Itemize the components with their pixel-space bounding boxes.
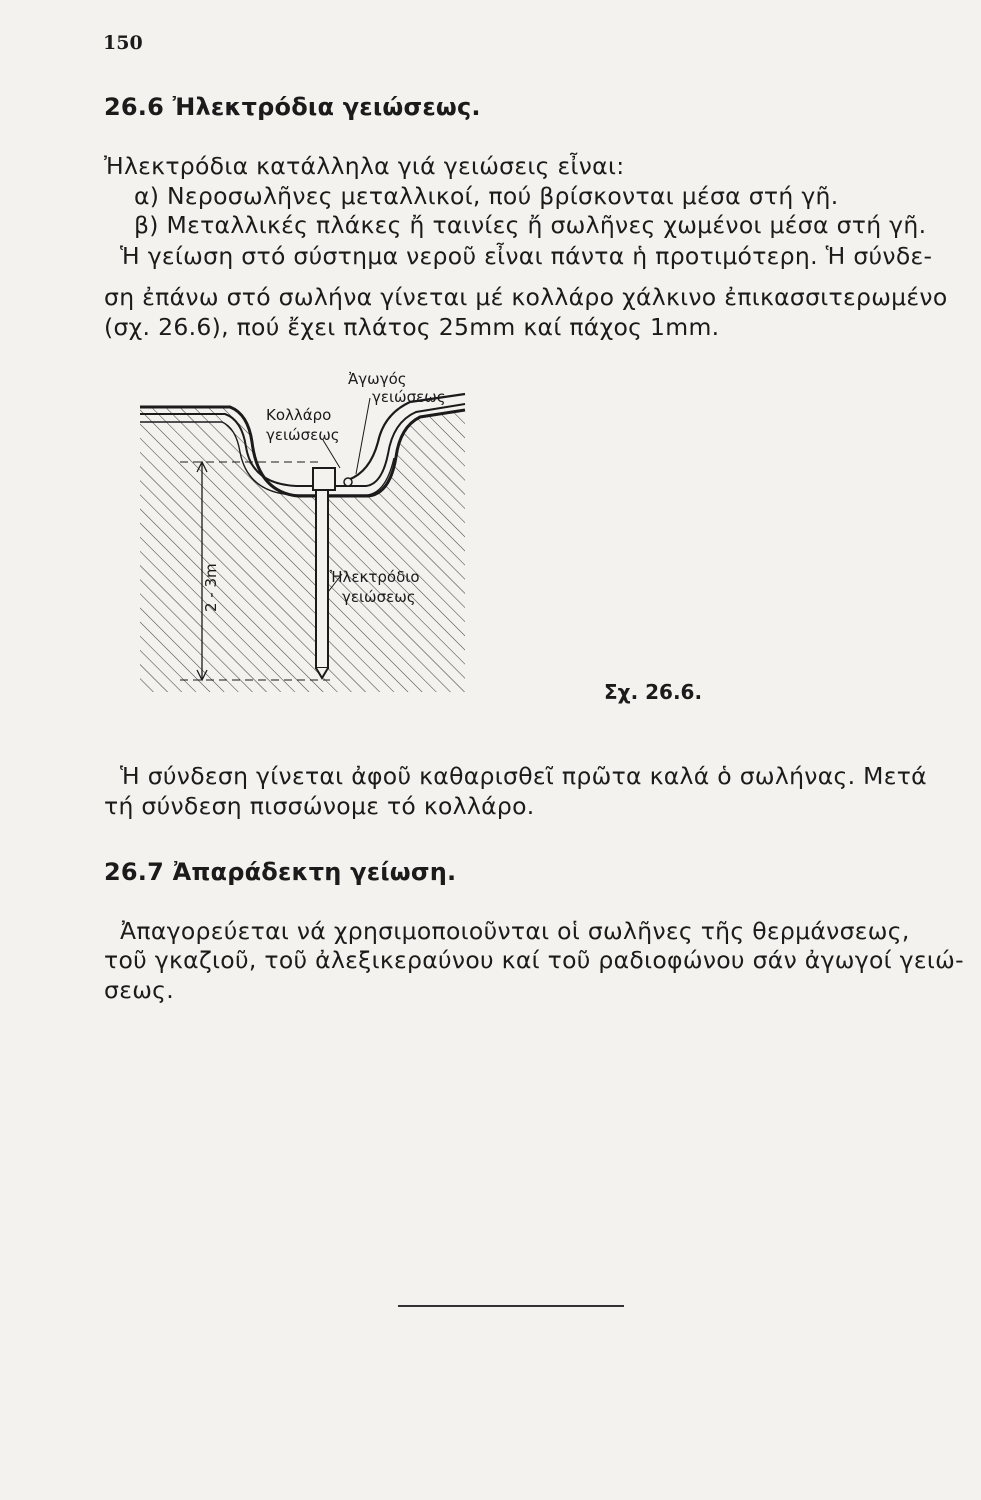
label-conductor: Ἀγωγός bbox=[348, 370, 407, 388]
list-item-a: α) Νεροσωλῆνες μεταλλικοί, πού βρίσκονται μέσα στή γῆ. bbox=[134, 182, 839, 210]
label-depth: 2 - 3m bbox=[202, 563, 220, 612]
label-collar-2: γειώσεως bbox=[266, 426, 340, 444]
grounding-diagram bbox=[120, 362, 500, 722]
end-rule bbox=[398, 1305, 624, 1307]
figure-grounding-electrode bbox=[120, 362, 500, 722]
label-conductor-2: γειώσεως bbox=[372, 388, 446, 406]
paragraph-line: σεως. bbox=[104, 976, 175, 1004]
page-number: 150 bbox=[103, 32, 143, 54]
label-collar: Κολλάρο bbox=[266, 406, 332, 424]
section-26-6-heading: 26.6 Ἠλεκτρόδια γειώσεως. bbox=[104, 93, 481, 121]
paragraph-line: τοῦ γκαζιοῦ, τοῦ ἀλεξικεραύνου καί τοῦ ραδιοφώνου σάν ἀγωγοί γειώ- bbox=[104, 946, 964, 974]
figure-caption: Σχ. 26.6. bbox=[604, 680, 703, 704]
soil-hatching bbox=[140, 407, 465, 692]
paragraph-line: Ἀπαγορεύεται νά χρησιμοποιοῦνται οἱ σωλῆνες τῆς θερμάνσεως, bbox=[120, 917, 910, 945]
paragraph-line: (σχ. 26.6), πού ἔχει πλάτος 25mm καί πάχος 1mm. bbox=[104, 313, 720, 341]
label-electrode: Ἠλεκτρόδιο bbox=[330, 568, 420, 586]
grounding-electrode-rod bbox=[316, 490, 328, 668]
paragraph-line: Ἠλεκτρόδια κατάλληλα γιά γειώσεις εἶναι: bbox=[104, 152, 625, 180]
grounding-collar bbox=[313, 468, 335, 490]
paragraph-line: Ἡ σύνδεση γίνεται ἀφοῦ καθαρισθεῖ πρῶτα καλά ὁ σωλήνας. Μετά bbox=[120, 762, 927, 790]
label-electrode-2: γειώσεως bbox=[342, 588, 416, 606]
list-item-b: β) Μεταλλικές πλάκες ἤ ταινίες ἤ σωλῆνες χωμένοι μέσα στή γῆ. bbox=[134, 211, 927, 239]
paragraph-line: ση ἐπάνω στό σωλήνα γίνεται μέ κολλάρο χάλκινο ἐπικασσιτερωμένο bbox=[104, 283, 948, 311]
paragraph-line: τή σύνδεση πισσώνομε τό κολλάρο. bbox=[104, 792, 535, 820]
paragraph-line: Ἡ γείωση στό σύστημα νεροῦ εἶναι πάντα ἡ προτιμότερη. Ἡ σύνδε- bbox=[120, 242, 933, 270]
section-26-7-heading: 26.7 Ἀπαράδεκτη γείωση. bbox=[104, 858, 457, 886]
